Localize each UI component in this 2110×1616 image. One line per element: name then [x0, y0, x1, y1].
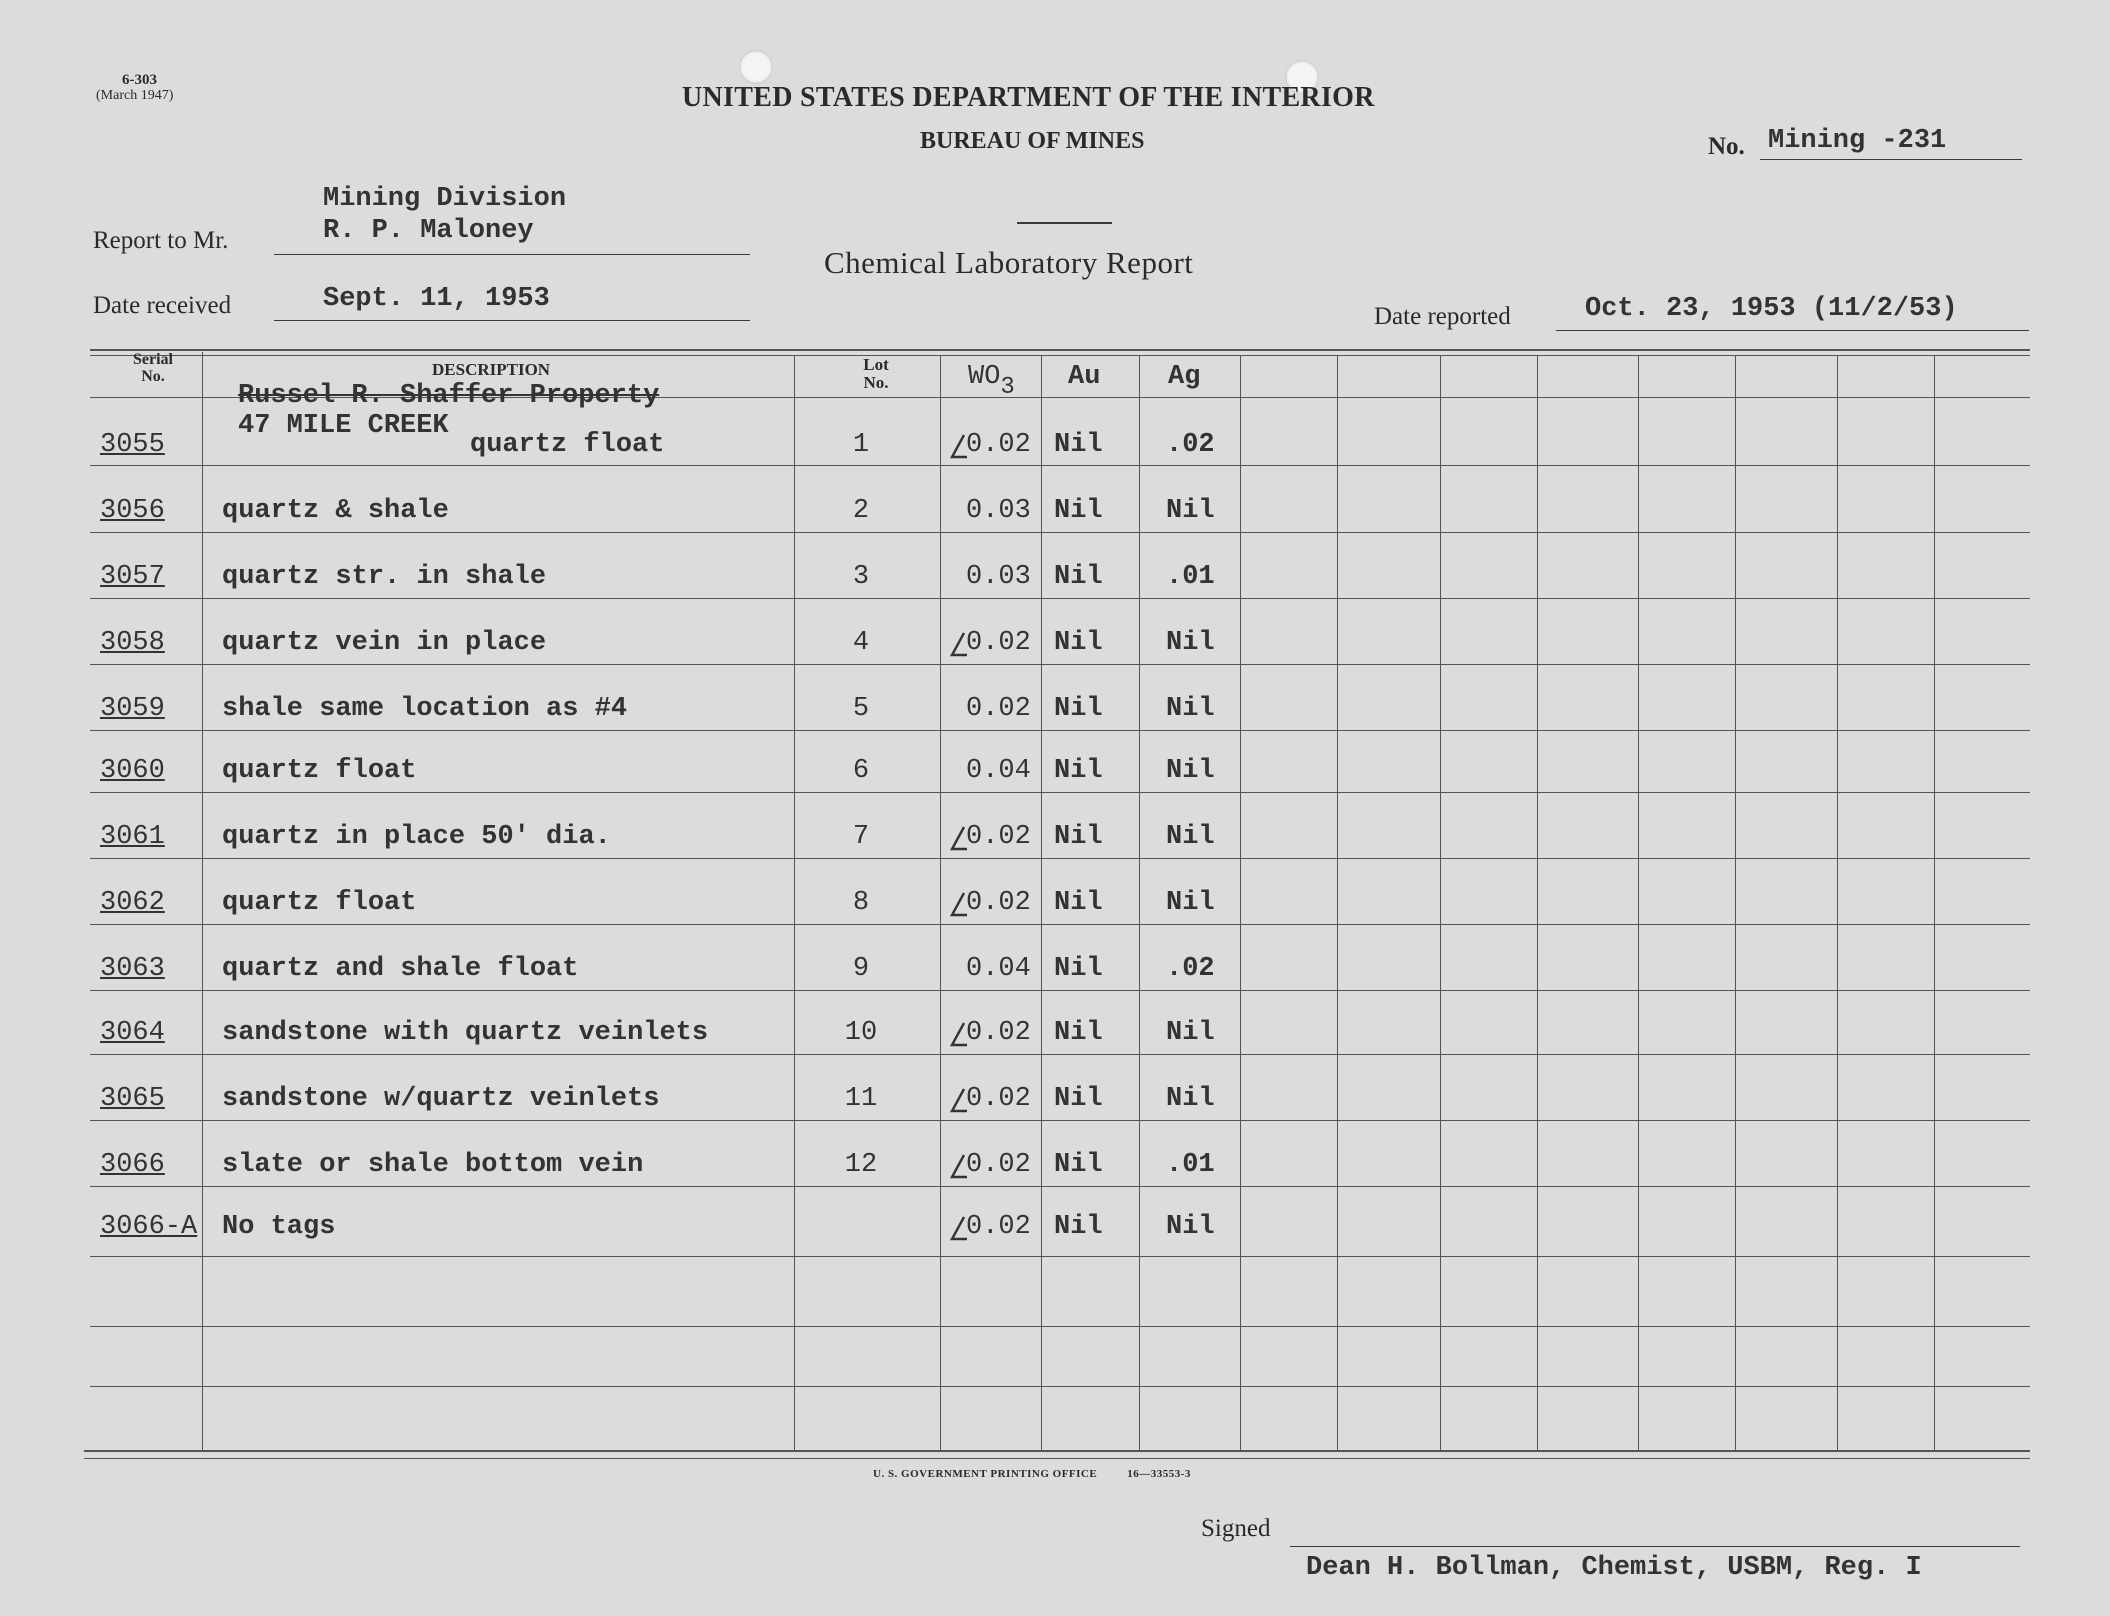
row-divider	[90, 1186, 2030, 1187]
sample-description: quartz and shale float	[222, 954, 579, 984]
report-number: Mining -231	[1768, 126, 1947, 156]
printer-code: 16—33553-3	[1127, 1468, 1191, 1480]
column-divider	[1537, 355, 1538, 1450]
row-divider	[90, 1326, 2030, 1327]
header-description: DESCRIPTION	[432, 360, 551, 379]
ag-value: .01	[1166, 1150, 1215, 1180]
au-value: Nil	[1054, 496, 1103, 526]
header-serial: Serial	[133, 351, 173, 368]
au-value: Nil	[1054, 430, 1103, 460]
wo3-value: 0.02	[966, 822, 1031, 852]
form-number: 6-303	[122, 72, 157, 88]
row-divider	[90, 1054, 2030, 1055]
signed-label: Signed	[1201, 1515, 1271, 1542]
lot-number: 12	[844, 1150, 878, 1180]
less-than-mark	[948, 632, 968, 658]
row-divider	[90, 924, 2030, 925]
row-divider	[90, 858, 2030, 859]
report-title: Chemical Laboratory Report	[824, 245, 1194, 280]
header-au: Au	[1068, 362, 1101, 392]
lot-number: 7	[852, 822, 870, 852]
row-divider	[90, 465, 2030, 466]
table-top-rule-2	[90, 355, 2030, 356]
column-divider	[940, 355, 941, 1450]
row-divider	[90, 990, 2030, 991]
wo3-value: 0.03	[966, 562, 1031, 592]
au-value: Nil	[1054, 756, 1103, 786]
sample-description: quartz in place 50' dia.	[222, 822, 611, 852]
lot-number: 4	[852, 628, 870, 658]
header-ag: Ag	[1168, 362, 1201, 392]
header-lot: Lot	[863, 355, 889, 374]
au-value: Nil	[1054, 562, 1103, 592]
sample-description: quartz float	[222, 888, 417, 918]
serial-number: 3055	[100, 430, 165, 460]
form-date: (March 1947)	[96, 88, 174, 103]
wo3-value: 0.03	[966, 496, 1031, 526]
table-top-rule	[90, 349, 2030, 351]
serial-number: 3065	[100, 1084, 165, 1114]
au-value: Nil	[1054, 628, 1103, 658]
wo3-value: 0.02	[966, 1018, 1031, 1048]
lot-number: 2	[852, 496, 870, 526]
wo3-value: 0.02	[966, 1150, 1031, 1180]
report-to-division: Mining Division	[323, 184, 567, 214]
lot-number: 6	[852, 756, 870, 786]
row-divider	[90, 1256, 2030, 1257]
property-location: 47 MILE CREEK	[238, 411, 449, 441]
heading-rule	[1017, 222, 1112, 224]
ag-value: Nil	[1166, 822, 1215, 852]
ag-value: Nil	[1166, 628, 1215, 658]
sample-description: quartz & shale	[222, 496, 449, 526]
chemist-signature: Dean H. Bollman, Chemist, USBM, Reg. I	[1306, 1553, 1922, 1583]
serial-number: 3063	[100, 954, 165, 984]
header-wo3-symbol: WO	[968, 362, 1001, 392]
report-to-label: Report to Mr.	[93, 227, 229, 254]
header-wo3	[968, 362, 1015, 401]
wo3-value: 0.02	[966, 1084, 1031, 1114]
report-to-name: R. P. Maloney	[323, 216, 534, 246]
column-divider	[1934, 355, 1935, 1450]
wo3-value: 0.02	[966, 1212, 1031, 1242]
column-divider	[1139, 355, 1140, 1450]
lot-number: 1	[852, 430, 870, 460]
column-divider	[794, 355, 795, 1450]
row-divider	[90, 1386, 2030, 1387]
wo3-value: 0.04	[966, 756, 1031, 786]
au-value: Nil	[1054, 954, 1103, 984]
ag-value: Nil	[1166, 1018, 1215, 1048]
column-divider	[1440, 355, 1441, 1450]
property-name: Russel R. Shaffer Property	[238, 381, 660, 411]
row-divider	[90, 730, 2030, 731]
column-divider	[1240, 355, 1241, 1450]
au-value: Nil	[1054, 888, 1103, 918]
no-label: No.	[1708, 133, 1745, 160]
column-divider	[202, 352, 203, 1450]
less-than-mark	[948, 1216, 968, 1242]
column-divider	[1735, 355, 1736, 1450]
column-divider	[1837, 355, 1838, 1450]
serial-number: 3059	[100, 694, 165, 724]
no-underline	[1760, 159, 2022, 160]
column-divider	[1638, 355, 1639, 1450]
date-received-label: Date received	[93, 292, 232, 319]
sample-description: shale same location as #4	[222, 694, 628, 724]
table-bottom-rule-2	[84, 1458, 2030, 1459]
ag-value: Nil	[1166, 756, 1215, 786]
lot-number: 8	[852, 888, 870, 918]
row-divider	[90, 664, 2030, 665]
serial-number: 3062	[100, 888, 165, 918]
sample-description: slate or shale bottom vein	[222, 1150, 644, 1180]
date-reported-underline	[1556, 330, 2029, 331]
punch-hole-left	[739, 50, 773, 84]
column-divider	[1337, 355, 1338, 1450]
sample-description: quartz float	[222, 756, 417, 786]
less-than-mark	[948, 892, 968, 918]
less-than-mark	[948, 434, 968, 460]
au-value: Nil	[1054, 1150, 1103, 1180]
signed-underline	[1290, 1546, 2020, 1547]
bureau-heading: BUREAU OF MINES	[920, 128, 1145, 154]
date-received-underline	[274, 320, 750, 321]
ag-value: .01	[1166, 562, 1215, 592]
wo3-value: 0.02	[966, 430, 1031, 460]
ag-value: Nil	[1166, 1084, 1215, 1114]
serial-number: 3058	[100, 628, 165, 658]
sample-description: quartz str. in shale	[222, 562, 547, 592]
sample-description: sandstone with quartz veinlets	[222, 1018, 709, 1048]
sample-description: No tags	[222, 1212, 336, 1242]
serial-number: 3066-A	[100, 1212, 198, 1242]
ag-value: Nil	[1166, 1212, 1215, 1242]
lot-number: 10	[844, 1018, 878, 1048]
ag-value: Nil	[1166, 888, 1215, 918]
serial-number: 3061	[100, 822, 165, 852]
wo3-value: 0.02	[966, 694, 1031, 724]
table-bottom-rule	[84, 1450, 2030, 1452]
serial-number: 3064	[100, 1018, 165, 1048]
less-than-mark	[948, 826, 968, 852]
serial-number: 3057	[100, 562, 165, 592]
serial-number: 3066	[100, 1150, 165, 1180]
row-divider	[90, 792, 2030, 793]
sample-description: sandstone w/quartz veinlets	[222, 1084, 660, 1114]
report-to-underline	[274, 254, 750, 255]
lot-number: 3	[852, 562, 870, 592]
au-value: Nil	[1054, 1018, 1103, 1048]
less-than-mark	[948, 1154, 968, 1180]
ag-value: Nil	[1166, 694, 1215, 724]
serial-number: 3060	[100, 756, 165, 786]
header-lot-no: No.	[863, 373, 889, 392]
column-divider	[1041, 355, 1042, 1450]
header-wo3-subscript: 3	[1000, 374, 1015, 401]
au-value: Nil	[1054, 694, 1103, 724]
lot-number: 9	[852, 954, 870, 984]
au-value: Nil	[1054, 1084, 1103, 1114]
wo3-value: 0.02	[966, 628, 1031, 658]
row-divider	[90, 532, 2030, 533]
wo3-value: 0.04	[966, 954, 1031, 984]
ag-value: .02	[1166, 430, 1215, 460]
less-than-mark	[948, 1022, 968, 1048]
sample-description: quartz float	[470, 430, 665, 460]
ag-value: .02	[1166, 954, 1215, 984]
serial-number: 3056	[100, 496, 165, 526]
lot-number: 5	[852, 694, 870, 724]
less-than-mark	[948, 1088, 968, 1114]
au-value: Nil	[1054, 1212, 1103, 1242]
date-reported-value: Oct. 23, 1953 (11/2/53)	[1585, 294, 1958, 324]
wo3-value: 0.02	[966, 888, 1031, 918]
row-divider	[90, 598, 2030, 599]
date-reported-label: Date reported	[1374, 303, 1511, 330]
sample-description: quartz vein in place	[222, 628, 547, 658]
lot-number: 11	[844, 1084, 878, 1114]
au-value: Nil	[1054, 822, 1103, 852]
agency-heading: UNITED STATES DEPARTMENT OF THE INTERIOR	[682, 82, 1375, 113]
row-divider	[90, 1120, 2030, 1121]
date-received-value: Sept. 11, 1953	[323, 284, 550, 314]
ag-value: Nil	[1166, 496, 1215, 526]
printer-line	[873, 1468, 1191, 1480]
printer-name: U. S. GOVERNMENT PRINTING OFFICE	[873, 1468, 1098, 1480]
header-serial-no: No.	[141, 368, 165, 385]
